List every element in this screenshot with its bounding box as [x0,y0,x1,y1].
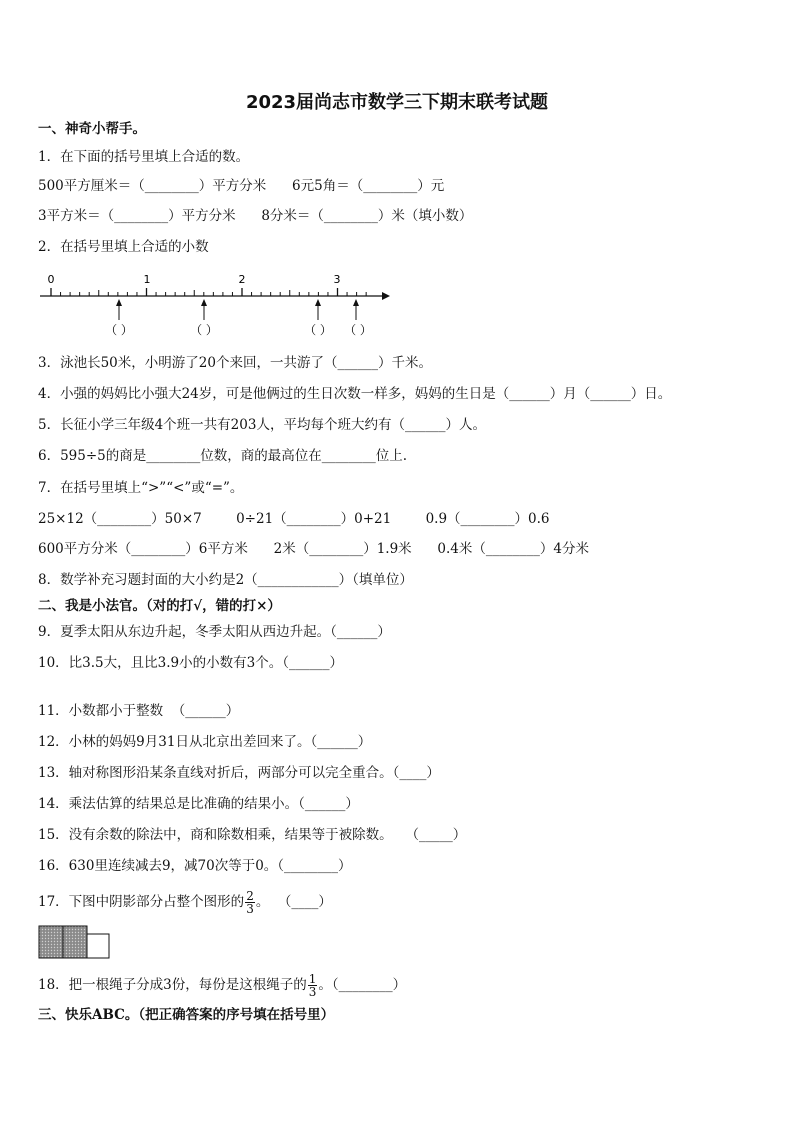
fraction-numerator: 1 [308,972,317,986]
arrow-1 [116,299,122,320]
number-line-blanks [105,323,372,337]
number-line-figure [36,268,396,348]
tick-label-1: 1 [143,273,151,286]
fraction-two-thirds [245,890,255,915]
number-line-labels [48,273,341,286]
tick-label-0: 0 [47,273,55,286]
question-12: 12．小林的妈妈9月31日从北京出差回来了。（______） [38,734,372,750]
question-11: 11．小数都小于整数 （______） [38,703,240,719]
question-1-line-1: 500平方厘米＝（________）平方分米 6元5角＝（________）元 [38,178,445,194]
question-3: 3．泳池长50米，小明游了20个来回，一共游了（______）千米。 [38,355,432,371]
question-8: 8．数学补充习题封面的大小约是2（____________）（填单位） [38,572,413,588]
shaded-part-1 [39,926,63,958]
arrow-3 [315,299,321,320]
question-13: 13．轴对称图形沿某条直线对折后，两部分可以完全重合。（____） [38,765,440,781]
blank-3: （ ） [304,323,332,337]
blank-2: （ ） [190,323,218,337]
number-line-arrows [116,299,359,320]
question-4: 4．小强的妈妈比小强大24岁，可是他俩过的生日次数一样多，妈妈的生日是（______）月（______）日。 [38,386,672,402]
question-18-text: 18．把一根绳子分成3份，每份是这根绳子的 [38,977,307,993]
question-14: 14．乘法估算的结果总是比准确的结果小。（______） [38,796,359,812]
question-15: 15．没有余数的除法中，商和除数相乘，结果等于被除数。 （_____） [38,827,467,843]
fraction-numerator: 2 [246,889,254,903]
shaded-figure [38,925,114,961]
question-17-answer: 。 （____） [255,894,332,910]
question-7-stem: 7．在括号里填上“>”“<”或“=”。 [38,480,244,496]
fraction-denominator: 3 [308,985,317,999]
question-6: 6．595÷5的商是________位数，商的最高位在________位上. [38,448,408,464]
question-1-line-2: 3平方米＝（________）平方分米 8分米＝（________）米（填小数） [38,208,473,224]
tick-label-3: 3 [333,273,341,286]
question-18 [38,972,406,998]
blank-4: （ ） [344,323,372,337]
question-7-line-2: 600平方分米（________）6平方米 2米（________）1.9米 0.4米（________）4分米 [38,541,589,557]
section-2-heading: 二、我是小法官。（对的打√，错的打×） [38,598,281,614]
question-17-text: 17．下图中阴影部分占整个图形的 [38,894,245,910]
number-line-ticks [51,288,366,296]
question-10: 10．比3.5大，且比3.9小的小数有3个。（______） [38,655,343,671]
tick-label-2: 2 [238,273,246,286]
question-9: 9．夏季太阳从东边升起，冬季太阳从西边升起。（______） [38,624,391,640]
fraction-denominator: 3 [246,902,254,916]
question-7-line-1: 25×12（________）50×7 0÷21（________）0+21 0.9（________）0.6 [38,511,550,527]
blank-1: （ ） [105,323,133,337]
question-1-stem: 1．在下面的括号里填上合适的数。 [38,149,250,165]
question-17 [38,889,332,915]
unshaded-part [87,934,109,958]
question-18-answer: 。（________） [318,977,407,993]
page-title: 2023届尚志市数学三下期末联考试题 [245,92,549,113]
question-5: 5．长征小学三年级4个班一共有203人，平均每个班大约有（______）人。 [38,417,486,433]
section-3-heading: 三、快乐ABC。（把正确答案的序号填在括号里） [38,1007,335,1023]
arrow-4 [353,299,359,320]
shaded-part-2 [63,926,87,958]
section-1-heading: 一、神奇小帮手。 [38,121,146,137]
arrow-2 [201,299,207,320]
question-16: 16．630里连续减去9，减70次等于0。（________） [38,858,352,874]
question-2-stem: 2．在括号里填上合适的小数 [38,239,209,255]
fraction-one-third [308,973,318,998]
